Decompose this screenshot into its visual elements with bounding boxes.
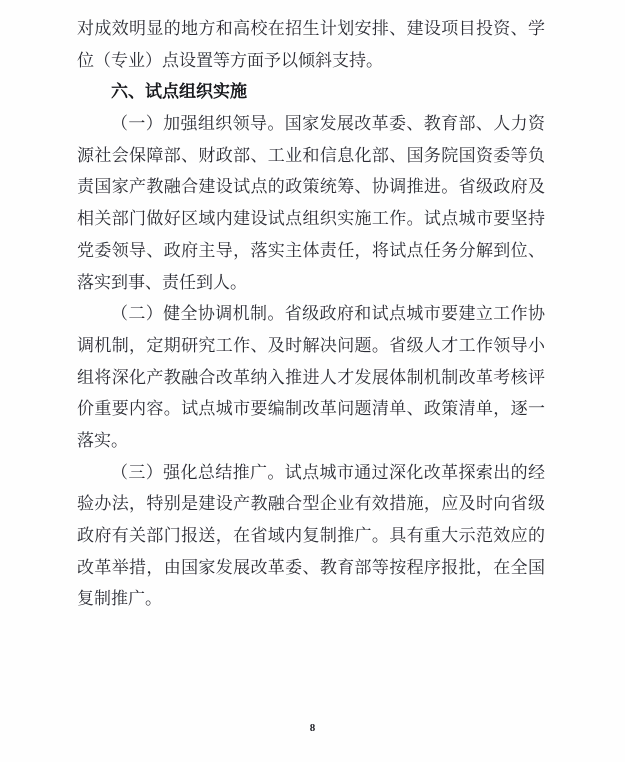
paragraph-line: 调机制，定期研究工作、及时解决问题。省级人才工作领导小: [77, 335, 545, 355]
paragraph-line: 落实。: [77, 430, 128, 450]
paragraph-line: （二）健全协调机制。省级政府和试点城市要建立工作协: [111, 304, 545, 324]
paragraph-line: 组将深化产教融合改革纳入推进人才发展体制机制改革考核评: [77, 367, 545, 387]
paragraph-line: （一）加强组织领导。国家发展改革委、教育部、人力资: [111, 114, 545, 134]
paragraph-line: 对成效明显的地方和高校在招生计划安排、建设项目投资、学: [77, 19, 545, 38]
paragraph-line: 党委领导、政府主导，落实主体责任，将试点任务分解到位、: [77, 240, 545, 260]
paragraph-line: （三）强化总结推广。试点城市通过深化改革探索出的经: [111, 462, 545, 482]
page-number: 8: [309, 722, 316, 734]
section-heading: 六、试点组织实施: [111, 82, 247, 102]
paragraph-line: 价重要内容。试点城市要编制改革问题清单、政策清单，逐一: [77, 399, 545, 419]
paragraph-line: 位（专业）点设置等方面予以倾斜支持。: [77, 50, 383, 70]
paragraph-line: 源社会保障部、财政部、工业和信息化部、国务院国资委等负: [77, 145, 545, 165]
paragraph-line: 落实到事、责任到人。: [77, 272, 247, 292]
paragraph-line: 复制推广。: [77, 589, 162, 609]
paragraph-line: 相关部门做好区域内建设试点组织实施工作。试点城市要坚持: [77, 209, 545, 229]
paragraph-line: 政府有关部门报送，在省域内复制推广。具有重大示范效应的: [77, 526, 545, 545]
paragraph-line: 责国家产教融合建设试点的政策统筹、协调推进。省级政府及: [77, 177, 545, 197]
document-body: [77, 13, 545, 615]
paragraph-line: 验办法，特别是建设产教融合型企业有效措施，应及时向省级: [77, 494, 545, 514]
paragraph-line: 改革举措，由国家发展改革委、教育部等按程序报批，在全国: [77, 557, 545, 577]
